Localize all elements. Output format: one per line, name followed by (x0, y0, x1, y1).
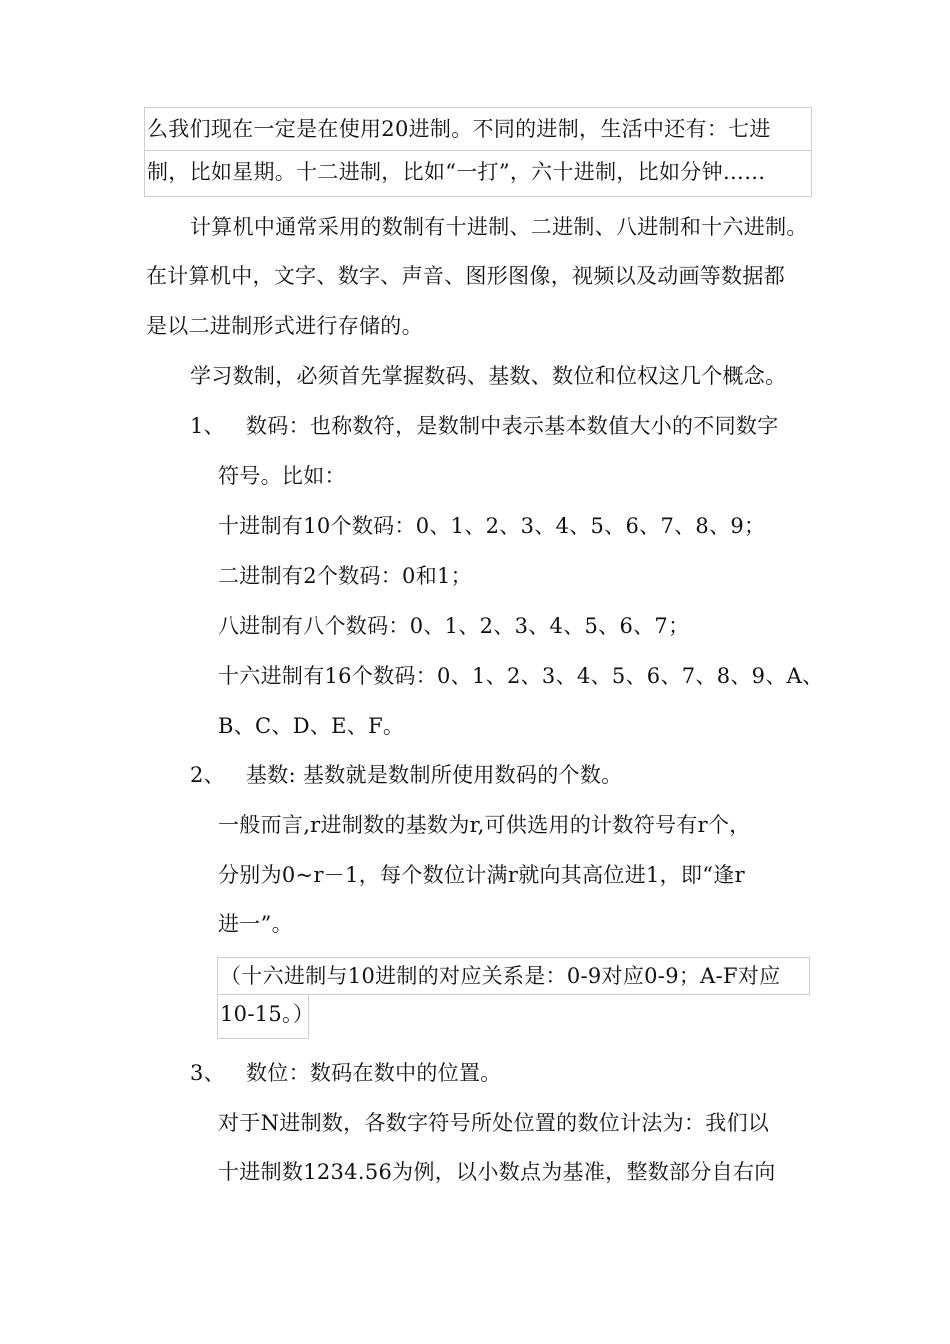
item-1-line-2: 符号。比如： (218, 464, 346, 488)
item-1-title: 数码：也称数符，是数制中表示基本数值大小的不同数字 (246, 414, 779, 438)
item-3-title: 数位：数码在数中的位置。 (246, 1061, 502, 1085)
intro-line-2: 制，比如星期。十二进制，比如“一打”，六十进制，比如分钟…… (144, 150, 812, 197)
item-1-octal: 八进制有八个数码：0、1、2、3、4、5、6、7； (218, 614, 690, 638)
item-3-line-3: 十进制数1234.56为例，以小数点为基准，整数部分自右向 (218, 1160, 776, 1184)
item-2-title: 基数: 基数就是数制所使用数码的个数。 (246, 763, 623, 787)
item-3-line-2: 对于N进制数，各数字符号所处位置的数位计法为：我们以 (218, 1111, 770, 1135)
computer-line-1: 计算机中通常采用的数制有十进制、二进制、八进制和十六进制。 (190, 215, 808, 239)
item-2 (190, 760, 622, 790)
item-2-note-line-2: 10-15。） (217, 994, 309, 1039)
item-1-binary: 二进制有2个数码：0和1； (218, 564, 472, 588)
computer-line-2: 在计算机中，文字、数字、声音、图形图像，视频以及动画等数据都 (146, 264, 785, 288)
intro-line-1: 么我们现在一定是在使用20进制。不同的进制，生活中还有：七进 (144, 107, 812, 151)
item-1 (190, 411, 779, 441)
computer-line-3: 是以二进制形式进行存储的。 (146, 314, 423, 338)
item-3-number: 3、 (190, 1061, 225, 1085)
item-2-note-line-1: （十六进制与10进制的对应关系是：0-9对应0-9；A-F对应 (217, 957, 810, 995)
concepts-line: 学习数制，必须首先掌握数码、基数、数位和位权这几个概念。 (190, 364, 787, 388)
item-2-line-3: 分别为0~r－1，每个数位计满r就向其高位进1，即“逢r (218, 863, 745, 887)
item-1-hex-line-2: B、C、D、E、F。 (218, 714, 405, 738)
item-2-number: 2、 (190, 763, 225, 787)
item-2-line-4: 进一”。 (218, 912, 293, 936)
item-1-decimal: 十进制有10个数码：0、1、2、3、4、5、6、7、8、9； (218, 514, 766, 538)
item-3 (190, 1058, 502, 1088)
item-1-hex-line-1: 十六进制有16个数码：0、1、2、3、4、5、6、7、8、9、A、 (218, 664, 824, 688)
item-2-line-2: 一般而言,r进制数的基数为r,可供选用的计数符号有r个， (218, 813, 751, 837)
item-1-number: 1、 (190, 414, 225, 438)
